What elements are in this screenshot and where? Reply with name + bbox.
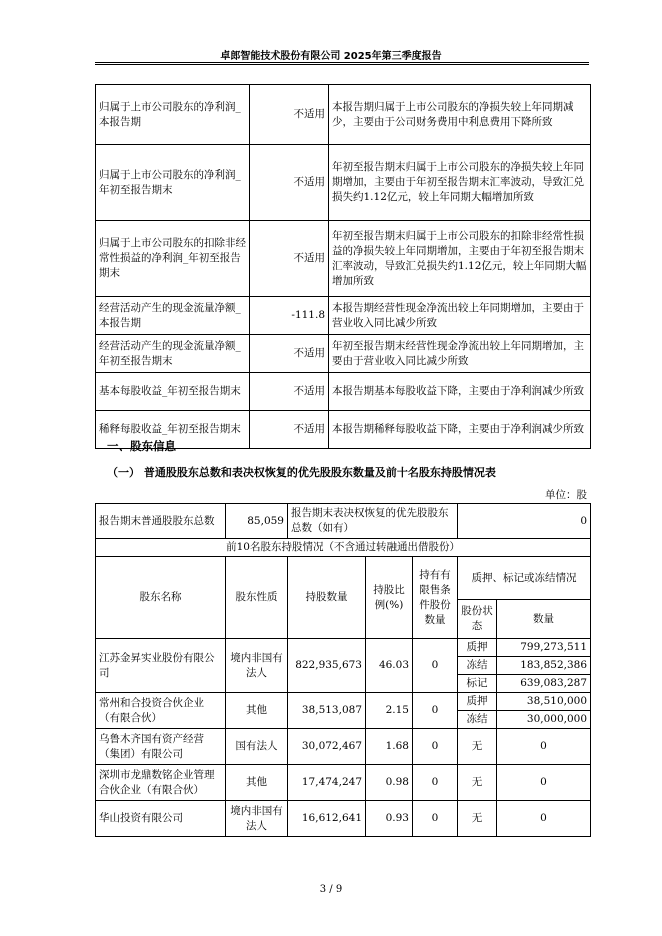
shareholder-ratio: 0.93 [366, 801, 413, 837]
pledge-amount: 30,000,000 [497, 711, 591, 729]
pledge-amount: 38,510,000 [497, 693, 591, 711]
indicator-name: 经营活动产生的现金流量净额_本报告期 [96, 297, 250, 335]
shareholder-shares: 17,474,247 [288, 765, 366, 801]
section-subtitle: （一） 普通股股东总数和表决权恢复的优先股股东数量及前十名股东持股情况表 [107, 466, 496, 479]
common-holders-value: 85,059 [226, 504, 288, 539]
indicator-value: 不适用 [250, 221, 329, 297]
pledge-amount: 0 [497, 765, 591, 801]
shareholder-restricted: 0 [413, 765, 458, 801]
shareholder-nature: 其他 [226, 765, 288, 801]
indicator-value: 不适用 [250, 145, 329, 221]
shareholder-name: 常州和合投资合伙企业（有限合伙） [96, 693, 226, 729]
pledge-amount: 639,083,287 [497, 675, 591, 693]
shareholder-row [96, 729, 591, 765]
indicator-reason: 年初至报告期末归属于上市公司股东的净损失较上年同期增加，主要由于年初至报告期末汇率波动，导致汇兑损失约1.12亿元，较上年同期大幅增加所致 [329, 145, 591, 221]
indicator-row [96, 373, 591, 411]
shareholder-name: 华山投资有限公司 [96, 801, 226, 837]
shareholder-restricted: 0 [413, 693, 458, 729]
indicator-name: 稀释每股收益_年初至报告期末 [96, 411, 250, 449]
shareholder-name: 乌鲁木齐国有资产经营（集团）有限公司 [96, 729, 226, 765]
shareholder-shares: 16,612,641 [288, 801, 366, 837]
shareholder-ratio: 0.98 [366, 765, 413, 801]
col-header-amount: 数量 [497, 600, 591, 639]
col-header-status: 股份状态 [458, 600, 497, 639]
unit-label: 单位：股 [545, 489, 587, 501]
col-header-restricted: 持有有限售条件股份数量 [413, 557, 458, 639]
pledge-status: 质押 [458, 693, 497, 711]
indicator-row [96, 145, 591, 221]
indicator-row [96, 85, 591, 145]
header-rule [95, 62, 589, 63]
page-number: 3 / 9 [319, 884, 343, 895]
shareholder-ratio: 46.03 [366, 639, 413, 693]
indicator-row [96, 335, 591, 373]
pledge-status: 无 [458, 765, 497, 801]
report-header-title: 卓郎智能技术股份有限公司 2025年第三季度报告 [220, 51, 442, 62]
pledge-amount: 183,852,386 [497, 657, 591, 675]
pledge-amount: 0 [497, 729, 591, 765]
shareholder-shares: 30,072,467 [288, 729, 366, 765]
pledge-amount: 0 [497, 801, 591, 837]
shareholder-restricted: 0 [413, 639, 458, 693]
shareholder-restricted: 0 [413, 729, 458, 765]
header-rule-double [95, 64, 589, 65]
pledge-status: 质押 [458, 639, 497, 657]
col-header-name: 股东名称 [96, 557, 226, 639]
indicator-name: 经营活动产生的现金流量净额_年初至报告期末 [96, 335, 250, 373]
indicator-reason: 年初至报告期末归属于上市公司股东的扣除非经常性损益的净损失较上年同期增加，主要由于年初至报告期末汇率波动，导致汇兑损失约1.12亿元，较上年同期大幅增加所致 [329, 221, 591, 297]
indicator-value: 不适用 [250, 373, 329, 411]
indicator-change-table [95, 84, 591, 449]
common-holders-label: 报告期末普通股股东总数 [96, 504, 226, 539]
indicator-row [96, 221, 591, 297]
col-header-nature: 股东性质 [226, 557, 288, 639]
indicator-reason: 本报告期经营性现金净流出较上年同期增加，主要由于营业收入同比减少所致 [329, 297, 591, 335]
col-header-ratio: 持股比例(%) [366, 557, 413, 639]
shareholder-name: 江苏金昇实业股份有限公司 [96, 639, 226, 693]
shareholder-row [96, 765, 591, 801]
indicator-row [96, 297, 591, 335]
indicator-name: 基本每股收益_年初至报告期末 [96, 373, 250, 411]
section-title: 一、股东信息 [107, 439, 176, 453]
shareholder-row [96, 639, 591, 657]
indicator-value: 不适用 [250, 335, 329, 373]
shareholder-nature: 境内非国有法人 [226, 801, 288, 837]
indicator-value: 不适用 [250, 411, 329, 449]
shareholder-summary-table [95, 503, 591, 539]
shareholder-name: 深圳市龙鼎数铭企业管理合伙企业（有限合伙） [96, 765, 226, 801]
shareholder-row [96, 801, 591, 837]
shareholder-nature: 境内非国有法人 [226, 639, 288, 693]
shareholder-nature: 国有法人 [226, 729, 288, 765]
indicator-name: 归属于上市公司股东的净利润_本报告期 [96, 85, 250, 145]
pledge-status: 标记 [458, 675, 497, 693]
indicator-reason: 本报告期归属于上市公司股东的净损失较上年同期减少，主要由于公司财务费用中利息费用下降所致 [329, 85, 591, 145]
shareholder-ratio: 1.68 [366, 729, 413, 765]
indicator-reason: 本报告期稀释每股收益下降，主要由于净利润减少所致 [329, 411, 591, 449]
indicator-value: -111.8 [250, 297, 329, 335]
pledge-status: 冻结 [458, 711, 497, 729]
col-header-shares: 持股数量 [288, 557, 366, 639]
pledge-status: 无 [458, 729, 497, 765]
indicator-name: 归属于上市公司股东的扣除非经常性损益的净利润_年初至报告期末 [96, 221, 250, 297]
preferred-holders-label: 报告期末表决权恢复的优先股股东总数（如有） [288, 504, 458, 539]
col-header-pledge-group: 质押、标记或冻结情况 [458, 557, 591, 600]
indicator-reason: 年初至报告期末经营性现金净流出较上年同期增加，主要由于营业收入同比减少所致 [329, 335, 591, 373]
shareholder-nature: 其他 [226, 693, 288, 729]
top10-shareholders-table [95, 538, 591, 837]
shareholder-row [96, 693, 591, 711]
indicator-value: 不适用 [250, 85, 329, 145]
indicator-reason: 本报告期基本每股收益下降，主要由于净利润减少所致 [329, 373, 591, 411]
top10-caption: 前10名股东持股情况（不含通过转融通出借股份） [96, 539, 591, 557]
pledge-status: 冻结 [458, 657, 497, 675]
pledge-status: 无 [458, 801, 497, 837]
indicator-name: 归属于上市公司股东的净利润_年初至报告期末 [96, 145, 250, 221]
shareholder-ratio: 2.15 [366, 693, 413, 729]
shareholder-shares: 38,513,087 [288, 693, 366, 729]
pledge-amount: 799,273,511 [497, 639, 591, 657]
shareholder-shares: 822,935,673 [288, 639, 366, 693]
preferred-holders-value: 0 [458, 504, 591, 539]
shareholder-restricted: 0 [413, 801, 458, 837]
